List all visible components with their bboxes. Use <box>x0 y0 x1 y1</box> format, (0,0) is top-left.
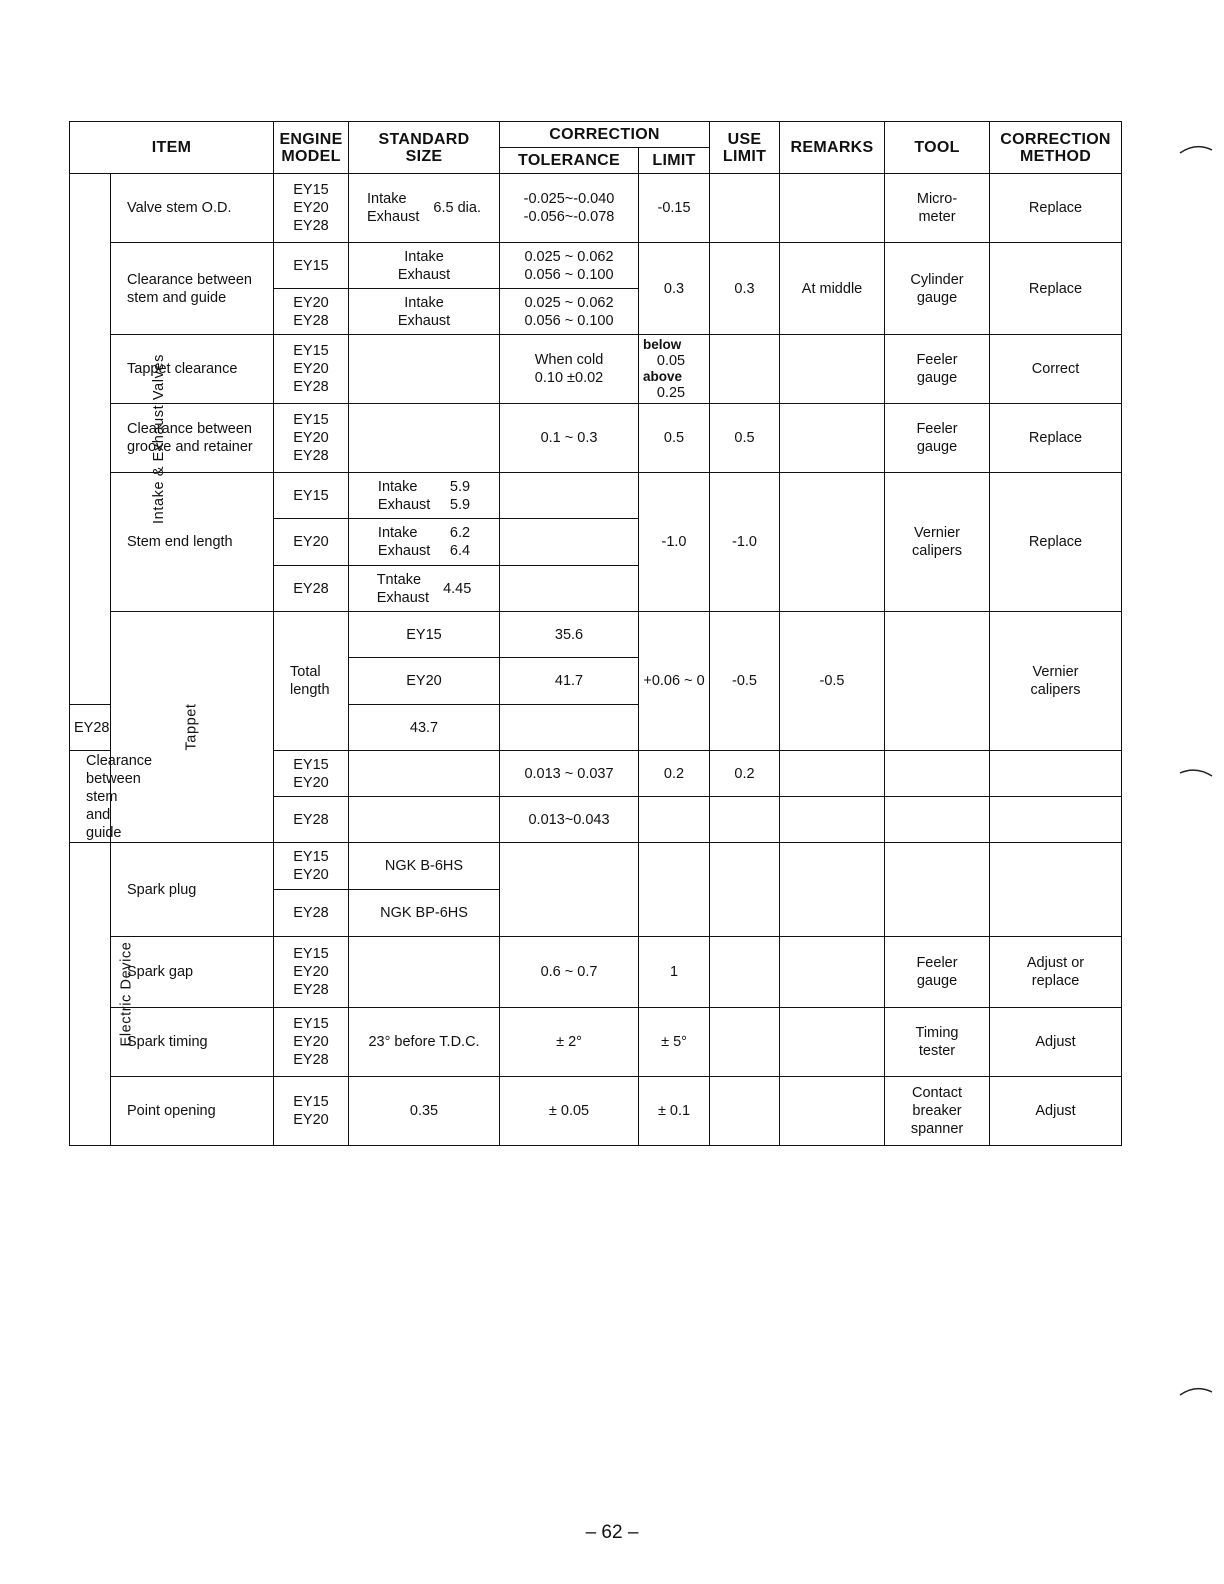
remarks <box>780 335 885 404</box>
binder-mark <box>1178 764 1214 778</box>
engine-models: EY15 EY20 EY28 <box>274 174 349 243</box>
standard-size <box>349 797 500 843</box>
engine-model: EY15 <box>274 243 349 289</box>
standard-size: NGK BP-6HS <box>349 890 500 937</box>
standard-size: 23° before T.D.C. <box>349 1008 500 1077</box>
standard-size: Tntake Exhaust 4.45 <box>349 566 500 612</box>
engine-model: EY28 <box>274 566 349 612</box>
limit: 0.3 <box>639 243 710 335</box>
header-engine-model: ENGINE MODEL <box>274 122 349 174</box>
standard-size <box>349 404 500 473</box>
item-total-length: Total length <box>274 612 349 751</box>
item-spark-gap: Spark gap <box>111 937 274 1008</box>
group-electric-device: Electric Device <box>70 843 111 1146</box>
limit: 0.2 <box>639 751 710 797</box>
tolerance <box>500 566 639 612</box>
group-intake-exhaust-valves: Intake & Exhaust Valves <box>70 174 111 705</box>
limit <box>639 843 710 937</box>
standard-size: Intake 6.2 Exhaust 6.4 <box>349 519 500 566</box>
header-tolerance: TOLERANCE <box>500 148 639 174</box>
correction-method: Correct <box>990 335 1122 404</box>
remarks <box>780 937 885 1008</box>
correction-method: Adjust or replace <box>990 937 1122 1008</box>
correction-method: Replace <box>990 404 1122 473</box>
use-limit <box>710 797 780 843</box>
tolerance: When cold 0.10 ±0.02 <box>500 335 639 404</box>
tolerance: 0.025 ~ 0.062 0.056 ~ 0.100 <box>500 243 639 289</box>
correction-method: Replace <box>990 174 1122 243</box>
use-limit <box>710 843 780 937</box>
remarks: At middle <box>780 243 885 335</box>
limit: 1 <box>639 937 710 1008</box>
engine-models: EY15 EY20 EY28 <box>274 404 349 473</box>
engine-models: EY15 EY20 EY28 <box>274 335 349 404</box>
item-clearance-groove-retainer: Clearance between groove and retainer <box>111 404 274 473</box>
correction-method <box>990 843 1122 937</box>
binder-mark <box>1178 1384 1214 1398</box>
standard-size: Intake Exhaust <box>349 243 500 289</box>
item-tappet-clearance-stem-guide: Clearance between stem and guide <box>70 751 111 843</box>
engine-models: EY15 EY20 EY28 <box>274 937 349 1008</box>
header-remarks: REMARKS <box>780 122 885 174</box>
limit: -0.15 <box>639 174 710 243</box>
item-point-opening: Point opening <box>111 1077 274 1146</box>
remarks <box>885 612 990 751</box>
tolerance: ± 2° <box>500 1008 639 1077</box>
tool <box>885 751 990 797</box>
correction-method: Adjust <box>990 1008 1122 1077</box>
tolerance: 0.6 ~ 0.7 <box>500 937 639 1008</box>
limit: -1.0 <box>639 473 710 612</box>
tolerance <box>500 473 639 519</box>
engine-model: EY20 <box>349 658 500 705</box>
use-limit <box>710 1077 780 1146</box>
engine-model: EY15 <box>349 612 500 658</box>
engine-model: EY20 <box>274 519 349 566</box>
correction-method: Replace <box>990 473 1122 612</box>
page-number: – 62 – <box>585 1522 639 1543</box>
use-limit <box>710 1008 780 1077</box>
tolerance <box>500 843 639 937</box>
standard-size: 43.7 <box>349 705 500 751</box>
tolerance: 0.1 ~ 0.3 <box>500 404 639 473</box>
tolerance: -0.025~-0.040 -0.056~-0.078 <box>500 174 639 243</box>
tool: Contact breaker spanner <box>885 1077 990 1146</box>
correction-method <box>990 751 1122 797</box>
engine-models: EY15 EY20 <box>274 1077 349 1146</box>
binder-mark <box>1178 142 1214 156</box>
tool <box>885 797 990 843</box>
engine-models: EY20 EY28 <box>274 289 349 335</box>
standard-size <box>349 937 500 1008</box>
engine-model: EY15 <box>274 473 349 519</box>
header-use-limit: USE LIMIT <box>710 122 780 174</box>
item-spark-plug: Spark plug <box>111 843 274 937</box>
item-clearance-stem-guide: Clearance between stem and guide <box>111 243 274 335</box>
tool: Micro- meter <box>885 174 990 243</box>
use-limit: 0.2 <box>710 751 780 797</box>
engine-model: EY28 <box>70 705 111 751</box>
specification-table <box>69 121 1122 1146</box>
remarks <box>780 797 885 843</box>
limit: -0.5 <box>710 612 780 751</box>
tool: Vernier calipers <box>990 612 1122 751</box>
header-item: ITEM <box>70 122 274 174</box>
use-limit <box>710 937 780 1008</box>
use-limit: -0.5 <box>780 612 885 751</box>
item-tappet-clearance: Tappet clearance <box>111 335 274 404</box>
tolerance: +0.06 ~ 0 <box>639 612 710 751</box>
use-limit: -1.0 <box>710 473 780 612</box>
engine-model: EY28 <box>274 797 349 843</box>
remarks <box>780 174 885 243</box>
limit: ± 0.1 <box>639 1077 710 1146</box>
correction-method <box>990 797 1122 843</box>
tolerance <box>500 519 639 566</box>
item-stem-end-length: Stem end length <box>111 473 274 612</box>
tolerance: ± 0.05 <box>500 1077 639 1146</box>
limit: below 0.05 above 0.25 <box>639 335 710 404</box>
standard-size <box>349 335 500 404</box>
tool: Feeler gauge <box>885 335 990 404</box>
tool: Feeler gauge <box>885 937 990 1008</box>
tolerance: 0.025 ~ 0.062 0.056 ~ 0.100 <box>500 289 639 335</box>
correction-method: Adjust <box>990 1077 1122 1146</box>
tool <box>885 843 990 937</box>
remarks <box>780 843 885 937</box>
remarks <box>780 1008 885 1077</box>
use-limit <box>710 174 780 243</box>
remarks <box>780 751 885 797</box>
limit: 0.5 <box>639 404 710 473</box>
standard-size: Intake Exhaust 6.5 dia. <box>349 174 500 243</box>
tolerance: 0.013 ~ 0.037 <box>500 751 639 797</box>
header-standard-size: STANDARD SIZE <box>349 122 500 174</box>
tool: Vernier calipers <box>885 473 990 612</box>
tool: Feeler gauge <box>885 404 990 473</box>
header-limit: LIMIT <box>639 148 710 174</box>
remarks <box>780 404 885 473</box>
header-correction: CORRECTION <box>500 122 710 148</box>
limit <box>639 797 710 843</box>
limit: ± 5° <box>639 1008 710 1077</box>
engine-models: EY15 EY20 EY28 <box>274 1008 349 1077</box>
engine-model: EY28 <box>274 890 349 937</box>
group-tappet: Tappet <box>111 612 274 843</box>
tool: Cylinder gauge <box>885 243 990 335</box>
item-valve-stem-od: Valve stem O.D. <box>111 174 274 243</box>
engine-models: EY15 EY20 <box>274 843 349 890</box>
standard-size: 35.6 <box>500 612 639 658</box>
standard-size: NGK B-6HS <box>349 843 500 890</box>
standard-size: Intake Exhaust <box>349 289 500 335</box>
standard-size: 0.35 <box>349 1077 500 1146</box>
engine-models: EY15 EY20 <box>274 751 349 797</box>
use-limit: 0.5 <box>710 404 780 473</box>
correction-method: Replace <box>990 243 1122 335</box>
use-limit: 0.3 <box>710 243 780 335</box>
standard-size <box>349 751 500 797</box>
tool: Timing tester <box>885 1008 990 1077</box>
tolerance: 0.013~0.043 <box>500 797 639 843</box>
use-limit <box>710 335 780 404</box>
remarks <box>780 1077 885 1146</box>
standard-size: Intake 5.9 Exhaust 5.9 <box>349 473 500 519</box>
header-correction-method: CORRECTION METHOD <box>990 122 1122 174</box>
standard-size: 41.7 <box>500 658 639 705</box>
item-spark-timing: Spark timing <box>111 1008 274 1077</box>
remarks <box>780 473 885 612</box>
header-tool: TOOL <box>885 122 990 174</box>
